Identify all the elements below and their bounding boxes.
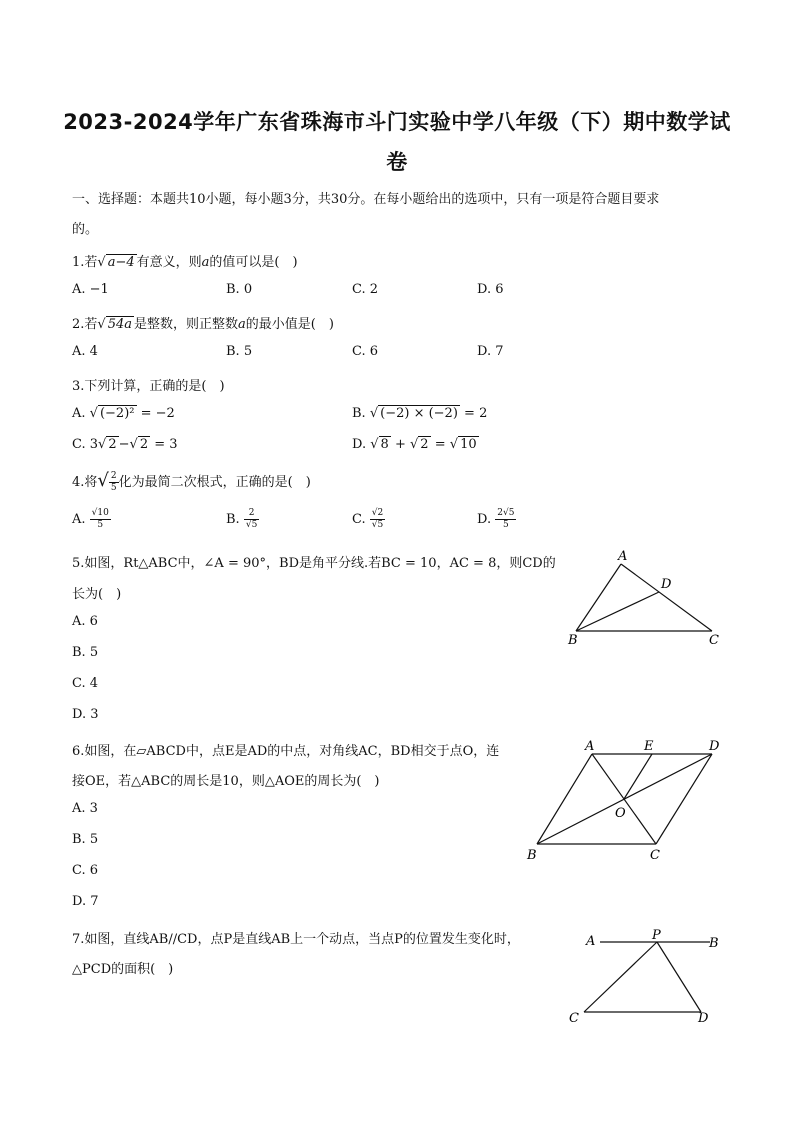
q5-option-d[interactable]: D. 3 xyxy=(72,707,99,722)
q1-prefix: 1.若 xyxy=(72,255,98,270)
page-title-continued: 卷 xyxy=(386,150,408,174)
q4-c-num: √2 xyxy=(371,508,384,518)
q3-c-minus: − xyxy=(118,437,130,452)
segment-pd xyxy=(657,942,701,1012)
q4-b-den: √5 xyxy=(245,520,258,530)
q6-option-c[interactable]: C. 6 xyxy=(72,863,99,878)
q1-suffix: 的值可以是( ) xyxy=(209,255,298,270)
sqrt-symbol: √ xyxy=(97,255,106,270)
q3-option-a[interactable] xyxy=(72,406,175,421)
q4-frac-den: 5 xyxy=(110,483,117,493)
q4-a-label: A. xyxy=(72,512,86,527)
sqrt-symbol: √ xyxy=(129,437,138,452)
label-c: C xyxy=(709,633,719,648)
q6-option-b[interactable]: B. 5 xyxy=(72,832,99,847)
q3-option-b[interactable] xyxy=(352,406,487,421)
q1-option-a[interactable]: A. −1 xyxy=(72,282,109,297)
question-4-stem xyxy=(72,470,311,494)
q4-a-den: 5 xyxy=(97,520,104,530)
question-5-stem: 5.如图，Rt△ABC中，∠A = 90°，BD是角平分线.若BC = 10，AC = 8，则CD的 xyxy=(72,556,556,571)
q2-radicand: 54a xyxy=(107,317,132,332)
label-d: D xyxy=(661,577,672,592)
label-b: B xyxy=(709,936,719,951)
q4-option-c[interactable] xyxy=(352,508,385,531)
sqrt-symbol: √ xyxy=(98,437,107,452)
q4-d-num: 2√5 xyxy=(497,508,515,518)
sqrt-symbol: √ xyxy=(410,437,419,452)
q4-option-b[interactable] xyxy=(226,508,259,531)
edge-ac xyxy=(621,564,712,631)
q3-c-label: C. xyxy=(72,437,86,452)
q2-var: a xyxy=(238,317,246,332)
page-title: 2023-2024学年广东省珠海市斗门实验中学八年级（下）期中数学试 xyxy=(63,110,731,134)
label-c: C xyxy=(569,1011,579,1026)
q2-option-b[interactable]: B. 5 xyxy=(226,344,253,359)
q3-option-c[interactable] xyxy=(72,437,178,452)
label-b: B xyxy=(568,633,578,648)
q1-option-b[interactable]: B. 0 xyxy=(226,282,253,297)
q3-c-radicand-1: 2 xyxy=(108,437,117,452)
q4-a-num: √10 xyxy=(91,508,109,518)
q2-suffix: 的最小值是( ) xyxy=(245,317,334,332)
question-7-stem-continued: △PCD的面积( ) xyxy=(72,962,174,977)
q3-d-plus: + xyxy=(394,437,406,452)
q3-d-label: D. xyxy=(352,437,367,452)
sqrt-symbol: √ xyxy=(97,317,106,332)
label-e: E xyxy=(644,739,654,754)
q6-parallelogram-figure xyxy=(522,735,727,865)
q3-a-rest: = −2 xyxy=(140,406,175,421)
q4-c-label: C. xyxy=(352,512,366,527)
sqrt-symbol: √ xyxy=(369,406,379,421)
q3-d-eq: = xyxy=(434,437,446,452)
q4-fraction xyxy=(109,471,119,494)
q7-parallel-lines-figure xyxy=(560,925,730,1030)
q3-c-rest: = 3 xyxy=(154,437,178,452)
q3-b-radicand: (−2) × (−2) xyxy=(380,406,458,421)
q1-radicand: a−4 xyxy=(107,255,135,270)
q3-c-radicand-2: 2 xyxy=(139,437,149,452)
question-1-stem xyxy=(72,251,298,270)
q4-option-d[interactable] xyxy=(477,508,516,531)
q3-b-label: B. xyxy=(352,406,366,421)
q4-b-label: B. xyxy=(226,512,240,527)
q2-option-d[interactable]: D. 7 xyxy=(477,344,504,359)
q4-d-fraction xyxy=(495,508,516,531)
q1-var: a xyxy=(201,255,210,270)
q3-d-radicand-2: 2 xyxy=(420,437,429,452)
q4-prefix: 4.将 xyxy=(72,475,98,490)
q3-d-radicand-3: 10 xyxy=(460,437,477,452)
q5-option-c[interactable]: C. 4 xyxy=(72,676,99,691)
label-a: A xyxy=(618,549,628,564)
q4-b-num: 2 xyxy=(244,508,259,520)
q5-triangle-figure xyxy=(560,545,730,650)
question-6-stem-continued: 接OE，若△ABC的周长是10，则△AOE的周长为( ) xyxy=(72,774,380,789)
sqrt-symbol: √ xyxy=(89,406,98,421)
q2-option-a[interactable]: A. 4 xyxy=(72,344,98,359)
q2-option-c[interactable]: C. 6 xyxy=(352,344,379,359)
label-o: O xyxy=(615,806,626,821)
q5-option-b[interactable]: B. 5 xyxy=(72,645,99,660)
q4-b-fraction xyxy=(244,508,259,531)
label-b: B xyxy=(527,848,537,863)
q3-option-d[interactable] xyxy=(352,437,479,452)
q1-option-d[interactable]: D. 6 xyxy=(477,282,504,297)
question-6-stem: 6.如图，在▱ABCD中，点E是AD的中点，对角线AC，BD相交于点O，连 xyxy=(72,744,500,759)
section-instructions-continued: 的。 xyxy=(72,222,99,237)
edge-cd xyxy=(656,754,712,844)
q6-option-a[interactable]: A. 3 xyxy=(72,801,98,816)
section-instructions: 一、选择题：本题共10小题，每小题3分，共30分。在每小题给出的选项中，只有一项是符合题目要求 xyxy=(72,192,660,207)
q3-a-label: A. xyxy=(72,406,86,421)
q1-option-c[interactable]: C. 2 xyxy=(352,282,379,297)
question-2-stem xyxy=(72,313,334,332)
q4-a-fraction xyxy=(90,508,111,531)
q3-b-rest: = 2 xyxy=(464,406,488,421)
q3-d-radicand-1: 8 xyxy=(380,437,389,452)
q2-prefix: 2.若 xyxy=(72,317,98,332)
q6-option-d[interactable]: D. 7 xyxy=(72,894,99,909)
sqrt-symbol: √ xyxy=(449,437,459,452)
q4-suffix: 化为最简二次根式，正确的是( ) xyxy=(118,475,311,490)
sqrt-symbol: √ xyxy=(370,437,379,452)
q4-d-den: 5 xyxy=(502,520,509,530)
q3-c-coef: 3 xyxy=(89,437,99,452)
question-5-stem-continued: 长为( ) xyxy=(72,587,122,602)
label-p: P xyxy=(652,928,661,943)
q4-c-fraction xyxy=(370,508,385,531)
label-a: A xyxy=(586,934,596,949)
label-c: C xyxy=(650,848,660,863)
q4-frac-num: 2 xyxy=(110,471,117,481)
q2-middle: 是整数，则正整数 xyxy=(134,317,239,332)
label-d: D xyxy=(709,739,720,754)
sqrt-symbol: √ xyxy=(97,470,109,491)
question-7-stem: 7.如图，直线AB//CD，点P是直线AB上一个动点，当点P的位置发生变化时， xyxy=(72,932,520,947)
q1-middle: 有意义，则 xyxy=(136,255,202,270)
question-3-stem: 3.下列计算，正确的是( ) xyxy=(72,379,225,394)
q4-option-a[interactable] xyxy=(72,508,111,531)
label-d: D xyxy=(698,1011,709,1026)
q4-d-label: D. xyxy=(477,512,492,527)
q5-option-a[interactable]: A. 6 xyxy=(72,614,98,629)
label-a: A xyxy=(585,739,595,754)
segment-pc xyxy=(584,942,657,1012)
q3-a-radicand: (−2)² xyxy=(99,406,135,421)
q4-c-den: √5 xyxy=(371,520,384,530)
